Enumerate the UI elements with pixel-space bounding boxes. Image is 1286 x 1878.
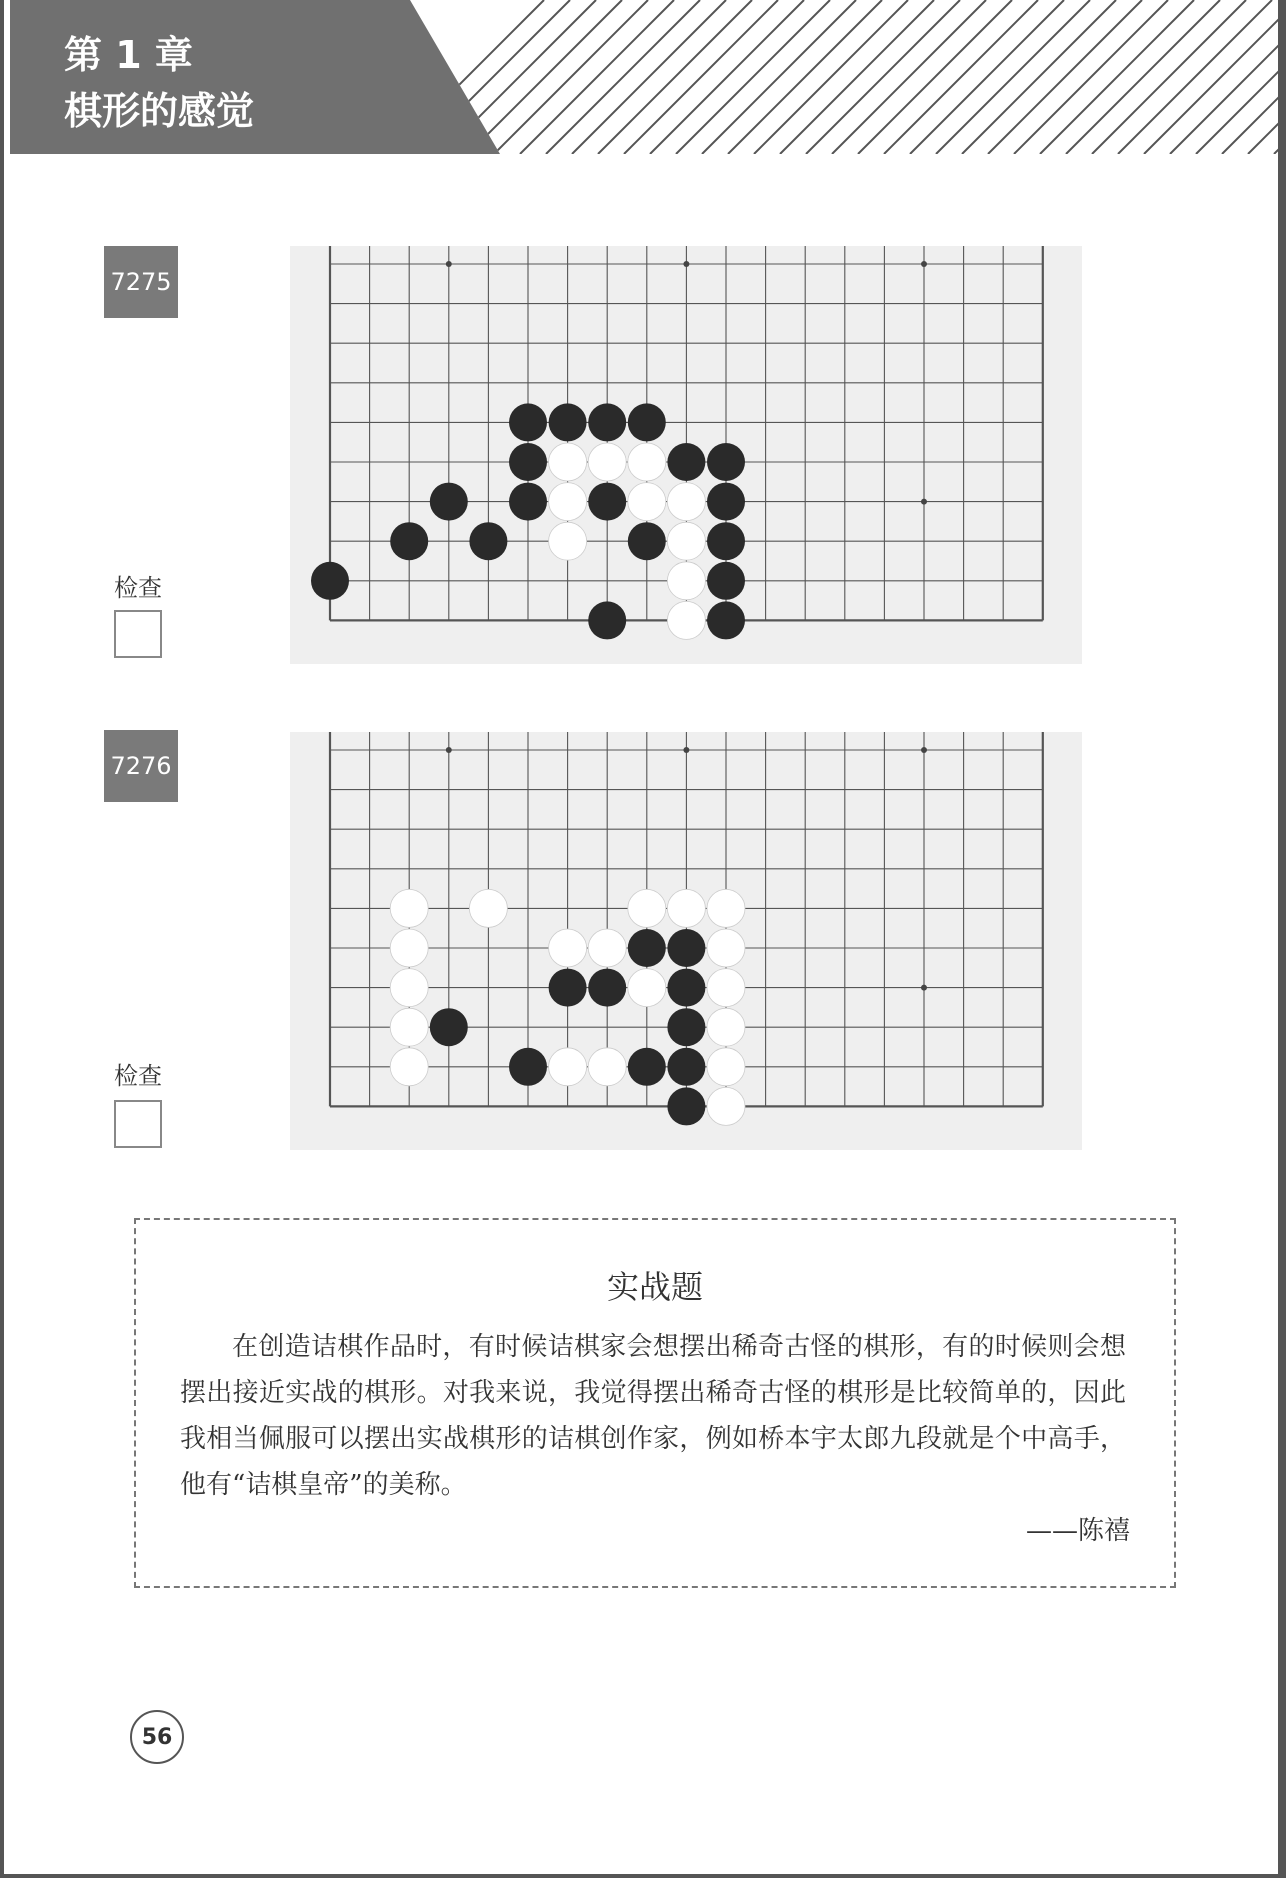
- black-stone: [430, 483, 468, 521]
- white-stone: [469, 889, 507, 927]
- black-stone: [667, 443, 705, 481]
- black-stone: [707, 562, 745, 600]
- black-stone: [667, 929, 705, 967]
- white-stone: [549, 929, 587, 967]
- black-stone: [628, 403, 666, 441]
- note-text: 在创造诘棋作品时，有时候诘棋家会想摆出稀奇古怪的棋形，有的时候则会想摆出接近实战的棋形。对我来说，我觉得摆出稀奇古怪的棋形是比较简单的，因此我相当佩服可以摆出实战棋形的诘棋创作家，例如桥本宇太郎九段就是个中高手，他有“诘棋皇帝”的美称。: [180, 1332, 1126, 1500]
- note-title: 实战题: [606, 1268, 703, 1306]
- black-stone: [588, 483, 626, 521]
- black-stone: [390, 522, 428, 560]
- problem-number-badge: 7276: [104, 730, 178, 802]
- black-stone: [707, 522, 745, 560]
- black-stone: [509, 403, 547, 441]
- white-stone: [390, 1008, 428, 1046]
- black-stone: [509, 1048, 547, 1086]
- white-stone: [390, 889, 428, 927]
- white-stone: [707, 1087, 745, 1125]
- white-stone: [628, 969, 666, 1007]
- go-board-7276: [290, 732, 1082, 1150]
- chapter-number: 第 1 章: [64, 33, 193, 77]
- black-stone: [628, 929, 666, 967]
- star-point: [921, 985, 927, 991]
- white-stone: [628, 483, 666, 521]
- white-stone: [667, 483, 705, 521]
- black-stone: [707, 601, 745, 639]
- problem-number-badge: 7275: [104, 246, 178, 318]
- white-stone: [628, 443, 666, 481]
- white-stone: [707, 889, 745, 927]
- black-stone: [628, 1048, 666, 1086]
- black-stone: [509, 483, 547, 521]
- black-stone: [667, 1048, 705, 1086]
- black-stone: [311, 562, 349, 600]
- white-stone: [390, 1048, 428, 1086]
- white-stone: [588, 1048, 626, 1086]
- white-stone: [667, 601, 705, 639]
- black-stone: [667, 1087, 705, 1125]
- check-label: 检查: [114, 574, 162, 602]
- white-stone: [707, 1048, 745, 1086]
- black-stone: [509, 443, 547, 481]
- note-author: ——陈禧: [1025, 1516, 1130, 1546]
- star-point: [683, 747, 689, 753]
- star-point: [446, 747, 452, 753]
- star-point: [921, 747, 927, 753]
- black-stone: [430, 1008, 468, 1046]
- chapter-title: 棋形的感觉: [64, 89, 255, 133]
- black-stone: [549, 969, 587, 1007]
- white-stone: [549, 483, 587, 521]
- white-stone: [549, 522, 587, 560]
- white-stone: [667, 562, 705, 600]
- white-stone: [707, 1008, 745, 1046]
- white-stone: [549, 443, 587, 481]
- check-box[interactable]: [114, 1100, 162, 1148]
- black-stone: [588, 969, 626, 1007]
- white-stone: [588, 929, 626, 967]
- white-stone: [707, 929, 745, 967]
- star-point: [683, 261, 689, 267]
- check-label: 检查: [114, 1062, 162, 1090]
- black-stone: [707, 483, 745, 521]
- white-stone: [588, 443, 626, 481]
- page-number: 56: [130, 1710, 184, 1764]
- star-point: [921, 499, 927, 505]
- black-stone: [549, 403, 587, 441]
- black-stone: [628, 522, 666, 560]
- star-point: [446, 261, 452, 267]
- black-stone: [469, 522, 507, 560]
- go-board-7275: [290, 246, 1082, 664]
- white-stone: [549, 1048, 587, 1086]
- black-stone: [588, 601, 626, 639]
- black-stone: [707, 443, 745, 481]
- white-stone: [667, 889, 705, 927]
- star-point: [921, 261, 927, 267]
- black-stone: [667, 1008, 705, 1046]
- white-stone: [390, 969, 428, 1007]
- white-stone: [628, 889, 666, 927]
- white-stone: [707, 969, 745, 1007]
- note-box: [134, 1218, 1176, 1588]
- check-box[interactable]: [114, 610, 162, 658]
- white-stone: [667, 522, 705, 560]
- white-stone: [390, 929, 428, 967]
- black-stone: [667, 969, 705, 1007]
- black-stone: [588, 403, 626, 441]
